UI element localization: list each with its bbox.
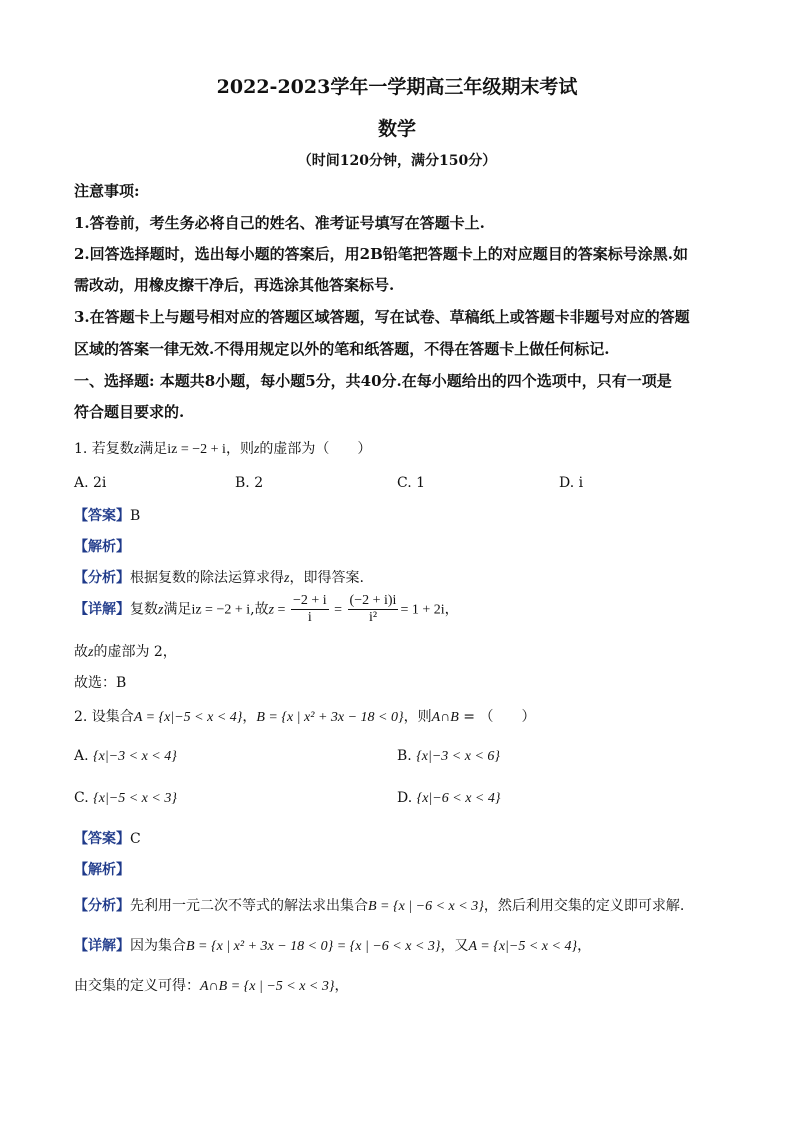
q2-last-set: A∩B = {x | −5 < x < 3} xyxy=(200,979,335,994)
q1-detail-end: ， xyxy=(444,601,459,618)
q2-operation: A∩B xyxy=(431,710,459,725)
q2-option-d xyxy=(397,790,500,807)
q2-sep: ， xyxy=(242,709,257,725)
q1-fenxi-b: ，即得答案. xyxy=(289,570,364,586)
q1-choose: 故选：B xyxy=(74,675,127,691)
q1-fraction-2 xyxy=(348,593,399,626)
q2-option-c xyxy=(74,790,177,807)
q2-analysis-label xyxy=(74,859,130,879)
notes-item-2-line-1: 2.回答选择题时，选出每小题的答案后，用2B铅笔把答题卡上的对应题目的答案标号涂黑.如 xyxy=(74,245,689,263)
q2-option-b-label: B. xyxy=(397,748,412,764)
q2-answer-label: 【答案】 xyxy=(74,831,130,847)
q2-option-b-value: {x|−3 < x < 6} xyxy=(416,749,501,764)
q2-option-a xyxy=(74,748,177,765)
q2-detail-c: ， xyxy=(577,938,592,954)
q2-option-b xyxy=(397,748,500,765)
q1-detail-cond: iz = −2 + i xyxy=(191,602,251,618)
q2-stem-b: ，则 xyxy=(403,709,432,725)
q2-option-a-value: {x|−3 < x < 4} xyxy=(93,749,177,764)
q2-option-d-value: {x|−6 < x < 4} xyxy=(416,791,501,806)
q2-fenxi-line xyxy=(74,895,684,915)
q1-answer: B xyxy=(130,508,141,524)
time-info: （时间120分钟，满分150分） xyxy=(297,153,497,169)
q1-detail-a: 复数 xyxy=(130,601,158,618)
q1-answer-line xyxy=(74,505,140,525)
q2-option-c-value: {x|−5 < x < 3} xyxy=(93,791,177,806)
q1-frac2-den: i² xyxy=(368,610,378,625)
q2-fenxi-label: 【分析】 xyxy=(74,898,130,914)
q1-frac2-num: (−2 + i)i xyxy=(349,593,397,608)
q2-detail-line xyxy=(74,935,591,955)
analysis-label: 【解析】 xyxy=(74,539,130,555)
q1-stem-d: 的虚部为（ ） xyxy=(259,441,372,457)
q1-detail-line: 【详解】复数z满足iz = −2 + i,故z = $\frac{-2 + i}{i}$ = $\frac{(-2 + i)i}{\text{i²}}$ = 1 + 2i， xyxy=(74,593,459,625)
q1-option-d: D. i xyxy=(559,475,584,491)
q2-answer: C xyxy=(130,831,141,847)
q2-stem-a: 2. 设集合 xyxy=(74,709,134,725)
q2-detail-set: B = {x | x² + 3x − 18 < 0} = {x | −6 < x < 3} xyxy=(186,939,441,954)
section-1-line-2: 符合题目要求的. xyxy=(74,403,185,421)
q2-detail-set-a: A = {x|−5 < x < 4} xyxy=(468,939,578,954)
q1-detail-c: ,故 xyxy=(250,601,269,618)
q1-detail-var-z: z xyxy=(158,602,164,618)
q2-set-a: A = {x|−5 < x < 4} xyxy=(133,710,243,725)
q1-fraction-1 xyxy=(291,593,329,626)
q2-answer-line xyxy=(74,828,141,848)
q1-frac1-num: −2 + i xyxy=(292,593,327,608)
q2-stem xyxy=(74,706,535,726)
q2-detail-label: 【详解】 xyxy=(74,938,130,954)
q2-analysis-label-text: 【解析】 xyxy=(74,862,130,878)
q1-stem-c: ，则 xyxy=(225,441,254,457)
q1-var-z-2: z xyxy=(253,442,260,457)
q1-option-c: C. 1 xyxy=(397,475,426,491)
q2-last-a: 由交集的定义可得： xyxy=(74,978,200,994)
q1-option-a: A. 2i xyxy=(74,475,107,491)
section-1-line-1: 一、选择题: 本题共8小题，每小题5分，共40分.在每小题给出的四个选项中，只有一项是 xyxy=(74,372,672,390)
q1-option-b: B. 2 xyxy=(235,475,264,491)
q1-detail-var-z-2: z xyxy=(268,602,275,618)
q1-result: = 1 + 2i xyxy=(400,602,445,618)
q1-conclusion xyxy=(74,641,177,661)
q2-last-b: ， xyxy=(334,978,349,994)
notes-item-2-line-2: 需改动，用橡皮擦干净后，再选涂其他答案标号. xyxy=(74,276,395,294)
q1-fenxi-var-z: z xyxy=(284,571,290,586)
notes-item-1: 1.答卷前，考生务必将自己的姓名、准考证号填写在答题卡上. xyxy=(74,214,485,232)
q1-stem-b: 满足 xyxy=(139,441,168,457)
detail-label: 【详解】 xyxy=(74,601,130,618)
q2-last-line xyxy=(74,975,348,995)
notes-item-3-line-1: 3.在答题卡上与题号相对应的答题区域答题，写在试卷、草稿纸上或答题卡非题号对应的答题 xyxy=(74,308,690,326)
q2-detail-a: 因为集合 xyxy=(130,938,186,954)
notes-heading: 注意事项: xyxy=(74,182,140,200)
q2-fenxi-set: B = {x | −6 < x < 3} xyxy=(368,899,484,914)
q2-fenxi-a: 先利用一元二次不等式的解法求出集合 xyxy=(130,898,368,914)
q1-analysis-label xyxy=(74,536,130,556)
q1-var-z: z xyxy=(133,442,140,457)
q2-option-a-label: A. xyxy=(74,748,89,764)
q2-detail-b: ，又 xyxy=(440,938,469,954)
fenxi-label: 【分析】 xyxy=(74,570,130,586)
q1-concl-b: 的虚部为 2， xyxy=(93,644,177,660)
q2-set-b: B = {x | x² + 3x − 18 < 0} xyxy=(256,710,404,725)
q1-stem-a: 1. 若复数 xyxy=(74,441,134,457)
subject-title: 数学 xyxy=(377,118,416,140)
notes-item-3-line-2: 区域的答案一律无效.不得用规定以外的笔和纸答题，不得在答题卡上做任何标记. xyxy=(74,340,610,358)
q2-option-d-label: D. xyxy=(397,790,413,806)
q1-concl-var-z: z xyxy=(88,645,94,660)
q2-stem-c: = （ ） xyxy=(458,709,536,725)
q2-fenxi-b: ，然后利用交集的定义即可求解. xyxy=(483,898,685,914)
q1-frac1-den: i xyxy=(307,610,312,625)
q1-concl-a: 故 xyxy=(74,644,88,660)
answer-label: 【答案】 xyxy=(74,508,130,524)
q1-detail-b: 满足 xyxy=(163,601,192,618)
q1-fenxi-line xyxy=(74,567,364,587)
q1-stem xyxy=(74,438,371,458)
q1-fenxi-a: 根据复数的除法运算求得 xyxy=(130,570,284,586)
q1-condition: iz = −2 + i xyxy=(167,442,226,457)
q2-option-c-label: C. xyxy=(74,790,89,806)
exam-title: 2022-2023学年一学期高三年级期末考试 xyxy=(216,76,578,98)
